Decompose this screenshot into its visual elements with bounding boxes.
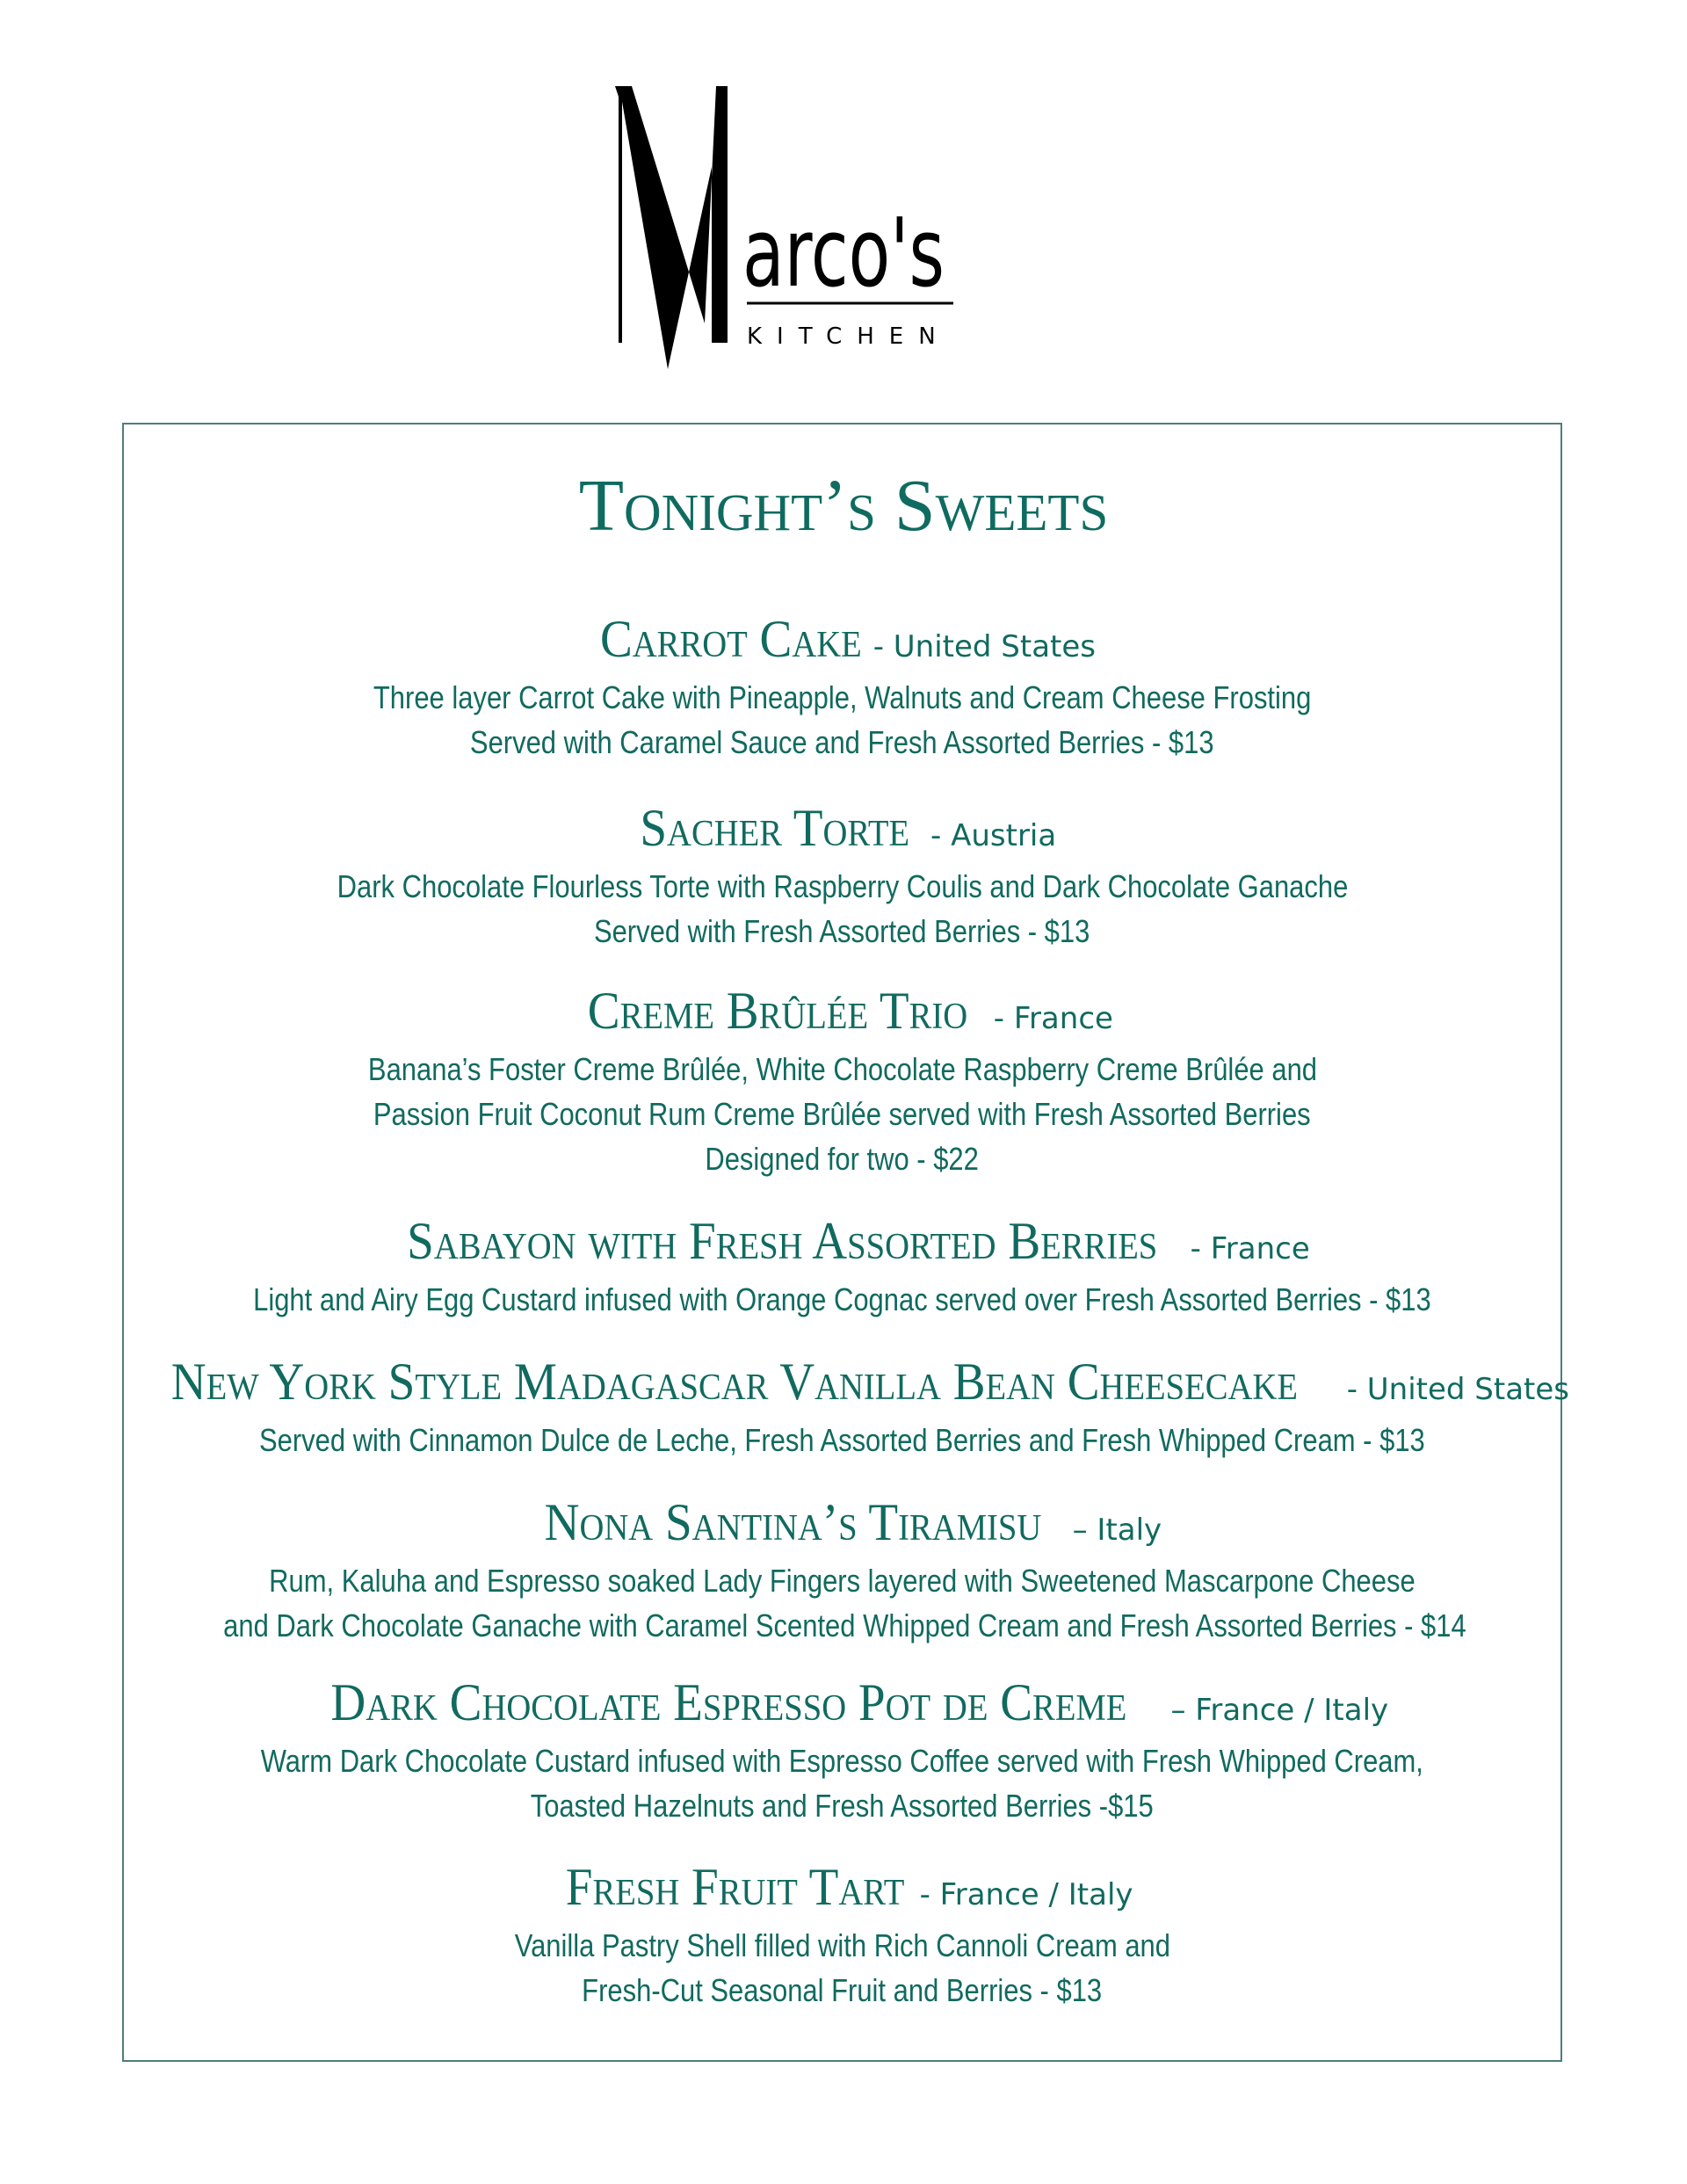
menu-item-title	[122, 1859, 1562, 1923]
menu-title: Tonight’s Sweets	[578, 465, 1109, 547]
dessert-name: Dark Chocolate Espresso Pot de Creme	[330, 1673, 1127, 1731]
menu-item	[122, 611, 1562, 765]
dessert-origin: Austria	[951, 818, 1057, 853]
dessert-sep: -	[919, 1877, 940, 1912]
dessert-description-line: Vanilla Pastry Shell filled with Rich Cannoli Cream and	[514, 1927, 1170, 1963]
dessert-origin: United States	[1366, 1372, 1569, 1407]
dessert-description-line: Served with Caramel Sauce and Fresh Assorted Berries - $13	[470, 724, 1214, 760]
menu-item-title	[122, 1494, 1562, 1558]
menu-item-title	[122, 1213, 1562, 1277]
dessert-name: Fresh Fruit Tart	[566, 1858, 905, 1916]
menu-item-title	[122, 611, 1562, 675]
dessert-description-line: Designed for two - $22	[705, 1141, 980, 1177]
dessert-sep: –	[1062, 1513, 1097, 1548]
dessert-description-line: Light and Airy Egg Custard infused with Orange Cognac served over Fresh Assorted Berries - $13	[253, 1281, 1431, 1317]
dessert-name: Nona Santina’s Tiramisu	[544, 1493, 1042, 1551]
dessert-name: Creme Brûlée Trio	[587, 982, 968, 1040]
menu-item	[122, 983, 1562, 1181]
menu-item	[122, 1859, 1562, 2013]
dessert-description-line: Toasted Hazelnuts and Fresh Assorted Berries -$15	[530, 1788, 1155, 1824]
menu-item-title	[122, 1353, 1569, 1418]
menu-item-title	[122, 983, 1562, 1047]
dessert-origin: France	[1210, 1231, 1310, 1266]
menu-item	[122, 1353, 1569, 1462]
dessert-name: New York Style Madagascar Vanilla Bean Cheesecake	[170, 1353, 1298, 1411]
dessert-description-line: Banana’s Foster Creme Brûlée, White Chocolate Raspberry Creme Brûlée and	[367, 1051, 1317, 1087]
dessert-description-line: and Dark Chocolate Ganache with Caramel Scented Whipped Cream and Fresh Assorted Berries - $14	[223, 1607, 1466, 1643]
dessert-description-line: Served with Fresh Assorted Berries - $13	[594, 913, 1090, 949]
menu-item	[122, 800, 1562, 954]
dessert-origin: France / Italy	[939, 1877, 1133, 1912]
dessert-origin: United States	[893, 629, 1096, 664]
dessert-name: Carrot Cake	[599, 610, 862, 668]
dessert-name: Sabayon with Fresh Assorted Berries	[407, 1212, 1158, 1270]
dessert-sep: -	[1346, 1372, 1367, 1407]
menu-item	[122, 1213, 1562, 1322]
menu-item-title	[122, 800, 1562, 864]
dessert-sep: -	[921, 818, 952, 853]
logo-subtitle: KITCHEN	[747, 323, 951, 350]
dessert-sep: -	[872, 629, 894, 664]
dessert-sep: -	[983, 1001, 1014, 1036]
dessert-description-line: Warm Dark Chocolate Custard infused with Espresso Coffee served with Fresh Whipped Cream,	[260, 1743, 1424, 1779]
dessert-origin: France / Italy	[1195, 1693, 1389, 1728]
menu-item	[122, 1674, 1562, 1828]
dessert-sep: –	[1161, 1693, 1196, 1728]
dessert-description-line: Three layer Carrot Cake with Pineapple, Walnuts and Cream Cheese Frosting	[373, 679, 1312, 715]
menu-item-title	[122, 1674, 1562, 1738]
dessert-sep: -	[1190, 1231, 1211, 1266]
dessert-origin: France	[1013, 1001, 1113, 1036]
dessert-description-line: Fresh-Cut Seasonal Fruit and Berries - $13	[582, 1972, 1103, 2008]
marcos-kitchen-logo	[615, 79, 1090, 378]
dessert-description-line: Rum, Kaluha and Espresso soaked Lady Fingers layered with Sweetened Mascarpone Cheese	[269, 1563, 1415, 1599]
dessert-description-line: Passion Fruit Coconut Rum Creme Brûlée served with Fresh Assorted Berries	[373, 1096, 1311, 1132]
menu-item	[122, 1494, 1562, 1648]
dessert-description-line: Dark Chocolate Flourless Torte with Raspberry Coulis and Dark Chocolate Ganache	[337, 868, 1348, 904]
dessert-description-line: Served with Cinnamon Dulce de Leche, Fresh Assorted Berries and Fresh Whipped Cream - $13	[259, 1422, 1425, 1458]
dessert-name: Sacher Torte	[640, 799, 909, 857]
svg-text:arco's: arco's	[742, 199, 945, 308]
dessert-origin: Italy	[1097, 1513, 1162, 1548]
